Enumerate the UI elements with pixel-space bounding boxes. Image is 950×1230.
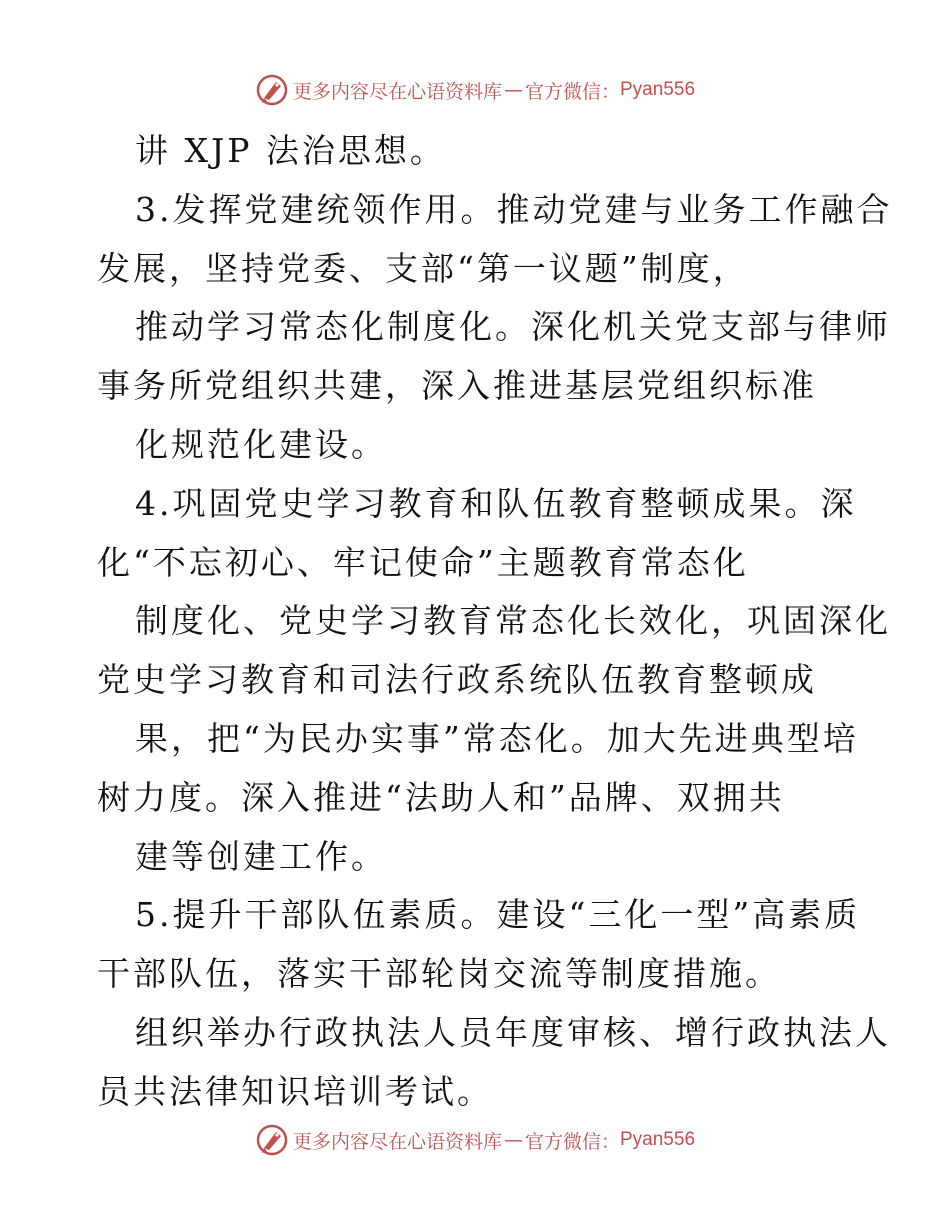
banner-separator: — <box>503 79 523 101</box>
banner-wechat-id: Pyan556 <box>620 79 696 100</box>
text-line: 果，把“为民办实事”常态化。加大先进典型培 <box>135 718 859 758</box>
text-line: 建等创建工作。 <box>135 836 387 876</box>
text-line: 3.发挥党建统领作用。推动党建与业务工作融合 <box>135 189 893 229</box>
banner-wechat-id: Pyan556 <box>620 1129 696 1150</box>
text-line: 推动学习常态化制度化。深化机关党支部与律师 <box>135 307 891 347</box>
pen-nib-logo-icon <box>255 73 289 107</box>
footer-banner <box>0 1120 950 1160</box>
document-body <box>97 122 893 1122</box>
banner-wechat-label: 官方微信： <box>524 1130 620 1153</box>
pen-nib-logo-icon <box>255 1123 289 1157</box>
header-banner <box>0 70 950 110</box>
text-line: 党史学习教育和司法行政系统队伍教育整顿成 <box>97 660 817 700</box>
text-line: 4.巩固党史学习教育和队伍教育整顿成果。深 <box>135 483 857 523</box>
banner-brand-text: 更多内容尽在心语资料库 <box>292 80 502 103</box>
banner-wechat-label: 官方微信： <box>524 80 620 103</box>
banner-separator: — <box>503 1129 523 1151</box>
text-line: 5.提升干部队伍素质。建设“三化一型”高素质 <box>135 895 861 935</box>
text-line: 员共法律知识培训考试。 <box>97 1071 493 1111</box>
text-line: 化“不忘初心、牢记使命”主题教育常态化 <box>97 542 749 582</box>
text-line: 干部队伍，落实干部轮岗交流等制度措施。 <box>97 954 781 994</box>
banner-brand-text: 更多内容尽在心语资料库 <box>292 1130 502 1153</box>
text-line: 事务所党组织共建，深入推进基层党组织标准 <box>97 366 817 406</box>
text-line: 树力度。深入推进“法助人和”品牌、双拥共 <box>97 777 785 817</box>
text-line: 化规范化建设。 <box>135 424 387 464</box>
text-line: 制度化、党史学习教育常态化长效化，巩固深化 <box>135 601 891 641</box>
text-line: 组织举办行政执法人员年度审核、增行政执法人 <box>135 1012 891 1052</box>
text-line: 发展，坚持党委、支部“第一议题”制度， <box>97 248 749 288</box>
text-line: 讲 XJP 法治思想。 <box>135 131 446 170</box>
